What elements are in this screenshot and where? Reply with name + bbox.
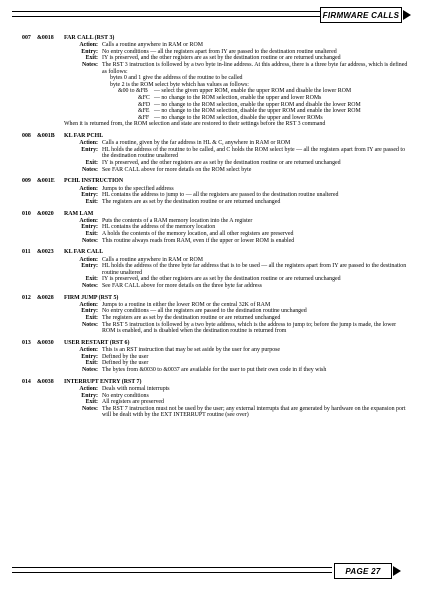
- field-label: Action:: [79, 185, 98, 192]
- field-row: [64, 42, 410, 49]
- field-text: Defined by the user: [102, 360, 149, 367]
- field-row: [64, 140, 410, 147]
- call-entry: [22, 295, 410, 335]
- call-number: 010: [22, 210, 31, 217]
- call-title: FIRM JUMP (RST 5): [64, 294, 119, 301]
- rom-select-code: &FC: [138, 94, 150, 101]
- call-body: [64, 340, 410, 374]
- call-title: USER RESTART (RST 6): [64, 340, 130, 347]
- field-row: [64, 386, 410, 393]
- field-row: [64, 302, 410, 309]
- field-text: All registers are preserved: [102, 399, 164, 406]
- field-row: [64, 192, 410, 199]
- field-row: [64, 393, 410, 400]
- rom-select-row: [102, 88, 410, 95]
- field-label: Entry:: [81, 308, 98, 315]
- field-row: [64, 55, 410, 62]
- call-title: RAM LAM: [64, 210, 94, 217]
- rom-select-desc: — select the given upper ROM, enable the upper ROM and disable the lower ROM: [154, 88, 352, 95]
- field-text: Calls a routine, given by the far address in HL & C, anywhere in RAM or ROM: [102, 140, 291, 147]
- call-number: 012: [22, 294, 31, 301]
- call-title: FAR CALL (RST 3): [64, 35, 115, 41]
- call-title: KL FAR PCHL: [64, 133, 104, 140]
- call-entry: [22, 178, 410, 205]
- field-text: Calls a routine anywhere in RAM or ROM: [102, 256, 203, 263]
- rom-select-desc: — no change to the ROM selection, disable the upper ROM and enable the lower ROM: [154, 108, 361, 115]
- call-address: &0018: [37, 35, 54, 41]
- field-text: The RST 7 instruction must not be used by the user; any external interrupts that are generated by hardware on the expansion port will be dealt with by the EXT INTERRUPT routine (see over): [102, 405, 406, 419]
- field-row: [64, 360, 410, 367]
- call-number: 014: [22, 378, 31, 385]
- call-number: 007: [22, 35, 31, 41]
- rom-select-row: [102, 95, 410, 102]
- field-label: Exit:: [85, 230, 98, 237]
- field-label: Action:: [79, 140, 98, 147]
- call-body: [64, 379, 410, 419]
- footer-arrow-icon: [393, 566, 401, 576]
- field-text: No entry conditions: [102, 392, 149, 399]
- field-row: [64, 147, 410, 160]
- field-label: Entry:: [81, 192, 98, 199]
- field-label: Exit:: [85, 315, 98, 322]
- call-address: &0028: [37, 294, 54, 301]
- far-address-details: [64, 75, 410, 121]
- field-label: Exit:: [85, 399, 98, 406]
- field-label: Entry:: [81, 353, 98, 360]
- field-text: HL holds the address of the three byte far address that is to be used — all the registers apart from IY are passed to the destination routine unaltered: [102, 263, 407, 276]
- call-entry: [22, 133, 410, 173]
- field-label: Exit:: [85, 276, 98, 283]
- field-label: Entry:: [81, 48, 98, 55]
- field-row: [64, 49, 410, 56]
- call-body: [64, 35, 410, 128]
- rom-select-code: &FD: [138, 101, 151, 108]
- call-address: &0023: [37, 249, 54, 256]
- call-title: KL FAR CALL: [64, 249, 104, 256]
- field-row: [64, 315, 410, 322]
- field-row: [64, 62, 410, 75]
- field-text: A holds the contents of the memory location, and all other registers are preserved: [102, 230, 294, 237]
- field-text: IY is preserved, and the other registers are as set by the destination routine or are returned unchanged: [102, 276, 341, 283]
- field-text: HL contains the address to jump to — all the registers are passed to the destination routine unaltered: [102, 192, 339, 199]
- call-title: PCHL INSTRUCTION: [64, 178, 124, 185]
- field-text: Defined by the user: [102, 353, 149, 360]
- rom-select-code: &FF: [138, 114, 150, 121]
- header-title: FIRMWARE CALLS: [322, 10, 400, 20]
- field-row: [64, 283, 410, 290]
- field-label: Action:: [79, 256, 98, 263]
- field-label: Notes:: [81, 367, 98, 373]
- field-text: The RST 5 instruction is followed by a two byte address, which is the address to jump to; before the jump is made, the lower ROM is enabled, and is disabled when the destination routine is returned from: [102, 321, 397, 335]
- call-number: 008: [22, 133, 31, 140]
- field-text: Jumps to a routine in either the lower ROM or the central 32K of RAM: [102, 301, 271, 308]
- header-arrow-icon: [403, 10, 411, 20]
- call-entry: [22, 211, 410, 245]
- field-label: Exit:: [85, 198, 98, 205]
- field-text: The RST 3 instruction is followed by a two byte in-line address. At this address, there is a three byte far address, which is defined as follows:: [102, 61, 408, 75]
- field-row: [64, 308, 410, 315]
- field-row: [64, 160, 410, 167]
- field-row: [64, 238, 410, 245]
- field-label: Action:: [79, 347, 98, 354]
- field-text: No entry conditions — all the registers are passed to the destination routine unchanged: [102, 308, 307, 315]
- field-label: Entry:: [81, 392, 98, 399]
- field-text: The registers are as set by the destination routine or are returned unchanged: [102, 198, 281, 205]
- rom-select-desc: — no change to the ROM selection, enable the upper ROM and disable the lower ROM: [154, 101, 361, 108]
- call-number: 009: [22, 178, 31, 185]
- field-label: Notes:: [81, 321, 98, 328]
- footer-rule-top: [12, 567, 332, 568]
- rom-select-desc: — no change to the ROM selection, enable the upper and lower ROMs: [154, 94, 322, 101]
- call-entry: [22, 379, 410, 419]
- field-label: Action:: [79, 301, 98, 308]
- field-row: [64, 347, 410, 354]
- page-header: [320, 7, 402, 23]
- page-number: PAGE 27: [345, 566, 381, 576]
- call-address: &001E: [37, 178, 55, 185]
- field-text: No entry conditions — all the registers apart from IY are passed to the destination routine unaltered: [102, 48, 337, 55]
- call-address: &0020: [37, 210, 54, 217]
- field-text: The registers are as set by the destination routine or are returned unchanged: [102, 315, 281, 322]
- field-label: Entry:: [81, 146, 98, 153]
- field-text: Calls a routine anywhere in RAM or ROM: [102, 42, 203, 49]
- field-label: Notes:: [81, 237, 98, 244]
- field-label: Entry:: [81, 263, 98, 270]
- field-label: Notes:: [81, 405, 98, 412]
- field-label: Notes:: [81, 166, 98, 173]
- field-text: IY is preserved, and the other registers are as set by the destination routine or are returned unchanged: [102, 160, 341, 167]
- field-label: Notes:: [81, 61, 98, 68]
- field-text: This routine always reads from RAM, even if the upper or lower ROM is enabled: [102, 237, 295, 244]
- field-text: HL contains the address of the memory location: [102, 224, 216, 231]
- call-body: [64, 178, 410, 205]
- field-row: [64, 406, 410, 419]
- field-label: Exit:: [85, 55, 98, 62]
- footer-rule-bottom: [12, 572, 332, 573]
- field-text: The bytes from &0030 to &0037 are available for the user to put their own code in if they wish: [102, 367, 327, 373]
- header-rule-top: [12, 11, 324, 12]
- field-row: [64, 199, 410, 206]
- call-title: INTERRUPT ENTRY (RST 7): [64, 378, 142, 385]
- field-label: Notes:: [81, 282, 98, 289]
- closing-note: When it is returned from, the ROM selection and state are restored to their settings before the RST 3 command: [64, 121, 326, 128]
- call-entry: [22, 249, 410, 289]
- call-address: &0030: [37, 340, 54, 347]
- field-label: Action:: [79, 42, 98, 49]
- byte-2-note: byte 2 is the ROM select byte which has values as follows:: [110, 81, 249, 88]
- call-number: 011: [22, 249, 31, 256]
- rom-select-row: [102, 108, 410, 115]
- rom-select-row: [102, 102, 410, 109]
- byte-01-note: bytes 0 and 1 give the address of the routine to be called: [110, 75, 243, 82]
- call-address: &0038: [37, 378, 54, 385]
- call-address: &001B: [37, 133, 55, 140]
- field-text: See FAR CALL above for more details on the three byte far address: [102, 282, 262, 289]
- rom-select-code: &00 to &FB: [118, 88, 148, 95]
- field-row: [64, 167, 410, 174]
- field-row: [64, 263, 410, 276]
- field-text: Jumps to the specified address: [102, 185, 174, 192]
- field-row: [64, 367, 410, 374]
- field-row: [64, 322, 410, 335]
- field-label: Exit:: [85, 160, 98, 167]
- field-row: [64, 224, 410, 231]
- field-row: [64, 399, 410, 406]
- field-label: Action:: [79, 217, 98, 224]
- call-body: [64, 133, 410, 173]
- field-text: Puts the contents of a RAM memory location into the A register: [102, 217, 253, 224]
- firmware-call-list: [22, 35, 410, 424]
- call-entry: [22, 35, 410, 128]
- header-rule-bottom: [12, 16, 324, 17]
- call-body: [64, 211, 410, 245]
- field-text: Deals with normal interrupts: [102, 385, 170, 392]
- field-row: [64, 231, 410, 238]
- field-text: This is an RST instruction that may be set aside by the user for any purpose: [102, 347, 281, 354]
- field-label: Action:: [79, 385, 98, 392]
- field-text: IY is preserved, and the other registers are as set by the destination routine or are returned unchanged: [102, 55, 341, 62]
- field-label: Exit:: [85, 360, 98, 367]
- rom-select-code: &FE: [138, 108, 150, 115]
- rom-select-desc: — no change to the ROM selection, disable the upper and lower ROMs: [154, 114, 323, 121]
- field-row: [64, 186, 410, 193]
- call-number: 013: [22, 340, 31, 347]
- call-entry: [22, 340, 410, 374]
- field-text: See FAR CALL above for more details on the ROM select byte: [102, 166, 252, 173]
- field-row: [64, 276, 410, 283]
- call-body: [64, 249, 410, 289]
- call-body: [64, 295, 410, 335]
- field-text: HL holds the address of the routine to be called, and C holds the ROM select byte — all the registers apart from IY are passed to the destination routine unaltered: [102, 146, 406, 160]
- page-footer: [334, 563, 392, 579]
- field-label: Entry:: [81, 224, 98, 231]
